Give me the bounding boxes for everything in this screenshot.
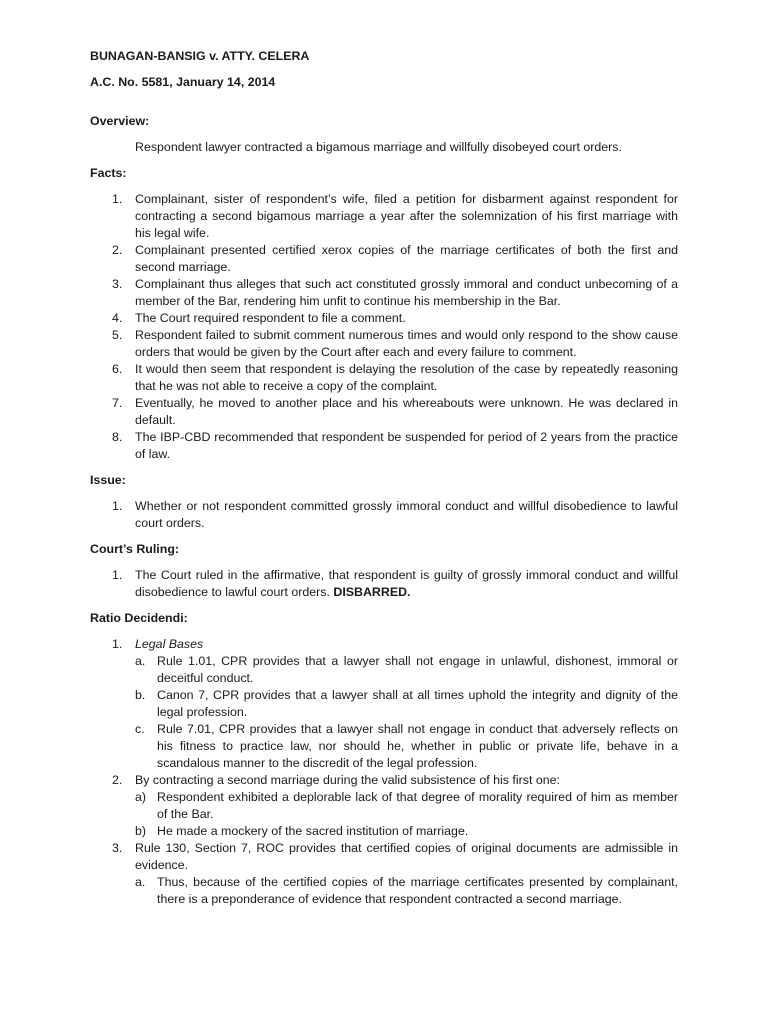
ratio-list [90,636,678,908]
sub-list-item: a. Rule 1.01, CPR provides that a lawyer shall not engage in unlawful, dishonest, immoral or deceitful conduct. [135,654,678,685]
ruling-list [90,567,678,601]
sub-list-item: b) He made a mockery of the sacred institution of marriage. [135,824,469,838]
sub-list-item: a) Respondent exhibited a deplorable lack of that degree of morality required of him as member of the Bar. [135,790,678,821]
overview-heading: Overview: [90,114,150,128]
sub-list [135,789,678,840]
sub-list [135,653,678,772]
case-title: BUNAGAN-BANSIG v. ATTY. CELERA [90,49,310,63]
sub-list-item: b. Canon 7, CPR provides that a lawyer shall at all times uphold the integrity and dignity of the legal profession. [135,688,678,719]
list-item: 6. It would then seem that respondent is delaying the resolution of the case by repeatedly reasoning that he was not able to receive a copy of the complaint. [112,362,678,393]
list-item: 1. Whether or not respondent committed grossly immoral conduct and willful disobedience to lawful court orders. [112,499,678,530]
facts-list [90,191,678,463]
list-item: 3. Complainant thus alleges that such act constituted grossly immoral and conduct unbecoming of a member of the Bar, rendering him unfit to continue his membership in the Bar. [112,277,678,308]
list-item: 1. The Court ruled in the affirmative, that respondent is guilty of grossly immoral conduct and willful disobedience to lawful court orders. DISBARRED. [112,568,678,599]
issue-list [90,498,678,532]
list-item: 5. Respondent failed to submit comment numerous times and would only respond to the show cause orders that would be given by the Court after each and every failure to comment. [112,328,678,359]
list-item: 1. Legal Bases a. Rule 1.01, CPR provides that a lawyer shall not engage in unlawful, dishonest, immoral or deceitful conduct. b. Canon 7, CPR provides that a lawyer shall at all times uphold the integrity and dignity of the legal profession. c. Rule 7.01, CPR provides that a lawyer shall not engage in conduct that adversely reflects on his fitness to practice law, nor should he, whether in public or private life, behave in a scandalous manner to the discredit of the legal profession. [112,637,678,770]
list-item: 1. Complainant, sister of respondent’s wife, filed a petition for disbarment against respondent for contracting a second bigamous marriage a year after the solemnization of his first marriage with his legal wife. [112,192,678,240]
list-item: 7. Eventually, he moved to another place and his whereabouts were unknown. He was declared in default. [112,396,678,427]
sub-list [135,874,678,908]
ruling-heading: Court’s Ruling: [90,542,180,556]
list-item: 2. Complainant presented certified xerox copies of the marriage certificates of both the first and second marriage. [112,243,678,274]
list-item: 4. The Court required respondent to file a comment. [112,311,406,325]
list-item: 2. By contracting a second marriage during the valid subsistence of his first one: a) Respondent exhibited a deplorable lack of that degree of morality required of him as member of the Bar. b) He made a mockery of the sacred institution of marriage. [112,773,678,838]
list-item: 8. The IBP-CBD recommended that respondent be suspended for period of 2 years from the practice of law. [112,430,678,461]
ruling-emphasis: DISBARRED. [333,585,411,599]
ratio-heading: Ratio Decidendi: [90,611,188,625]
case-number: A.C. No. 5581, January 14, 2014 [90,75,276,89]
facts-heading: Facts: [90,166,127,180]
issue-heading: Issue: [90,473,126,487]
sub-list-item: c. Rule 7.01, CPR provides that a lawyer shall not engage in conduct that adversely reflects on his fitness to practice law, nor should he, whether in public or private life, behave in a scandalous manner to the discredit of the legal profession. [135,722,678,770]
overview-text: Respondent lawyer contracted a bigamous marriage and willfully disobeyed court orders. [135,140,622,154]
list-item: 3. Rule 130, Section 7, ROC provides that certified copies of original documents are admissible in evidence. a. Thus, because of the certified copies of the marriage certificates presented by complainant, there is a preponderance of evidence that respondent contracted a second marriage. [112,841,678,906]
sub-list-item: a. Thus, because of the certified copies of the marriage certificates presented by complainant, there is a preponderance of evidence that respondent contracted a second marriage. [135,875,678,906]
